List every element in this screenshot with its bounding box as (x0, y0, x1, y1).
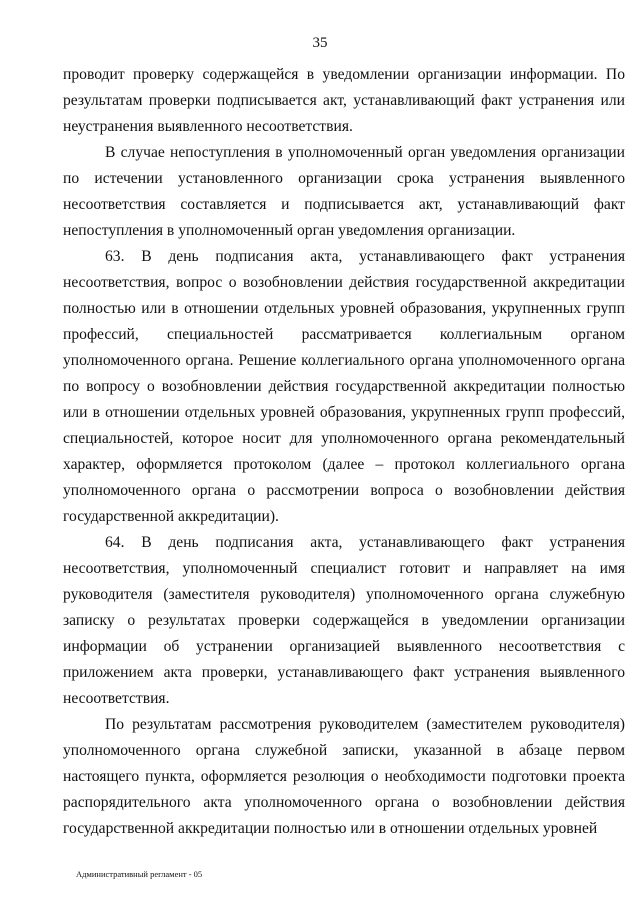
paragraph-item-63 (63, 244, 625, 530)
item-63-text: В день подписания акта, устанавливающего факт устранения несоответствия, вопрос о возобновлении действия государственной аккредитации полностью или в отношении отдельных уровней образования, укрупненных групп профессий, специальностей рассматривается коллегиальным органом уполномоченного органа. Решение коллегиального органа уполномоченного органа по вопросу о возобновлении действия государственной аккредитации полностью или в отношении отдельных уровней образования, укрупненных групп профессий, специальностей, которое носит для уполномоченного органа рекомендательный характер, оформляется протоколом (далее – протокол коллегиального органа уполномоченного органа о рассмотрении вопроса о возобновлении действия государственной аккредитации). (63, 248, 625, 525)
item-64-text: В день подписания акта, устанавливающего факт устранения несоответствия, уполномоченный специалист готовит и направляет на имя руководителя (заместителя руководителя) уполномоченного органа служебную записку о результатах проверки содержащейся в уведомлении организации информации об устранении организацией выявленного несоответствия с приложением акта проверки, устанавливающего факт устранения выявленного несоответствия. (63, 534, 625, 707)
footer-label: Административный регламент - 05 (76, 869, 203, 879)
page-number: 35 (312, 35, 328, 51)
item-number-63: 63. (105, 248, 125, 265)
document-body (63, 62, 625, 842)
paragraph-review-results: По результатам рассмотрения руководителем (заместителем руководителя) уполномоченного органа служебной записки, указанной в абзаце первом настоящего пункта, оформляется резолюция о необходимости подготовки проекта распорядительного акта уполномоченного органа о возобновлении действия государственной аккредитации полностью или в отношении отдельных уровней (63, 716, 625, 837)
paragraph-item-64 (63, 530, 625, 712)
item-number-64: 64. (105, 534, 125, 551)
paragraph-continuation: проводит проверку содержащейся в уведомлении организации информации. По результатам проверки подписывается акт, устанавливающий факт устранения или неустранения выявленного несоответствия. (63, 66, 625, 135)
paragraph-non-receipt: В случае непоступления в уполномоченный орган уведомления организации по истечении установленного организации срока устранения выявленного несоответствия составляется и подписывается акт, устанавливающий факт непоступления в уполномоченный орган уведомления организации. (63, 144, 625, 239)
